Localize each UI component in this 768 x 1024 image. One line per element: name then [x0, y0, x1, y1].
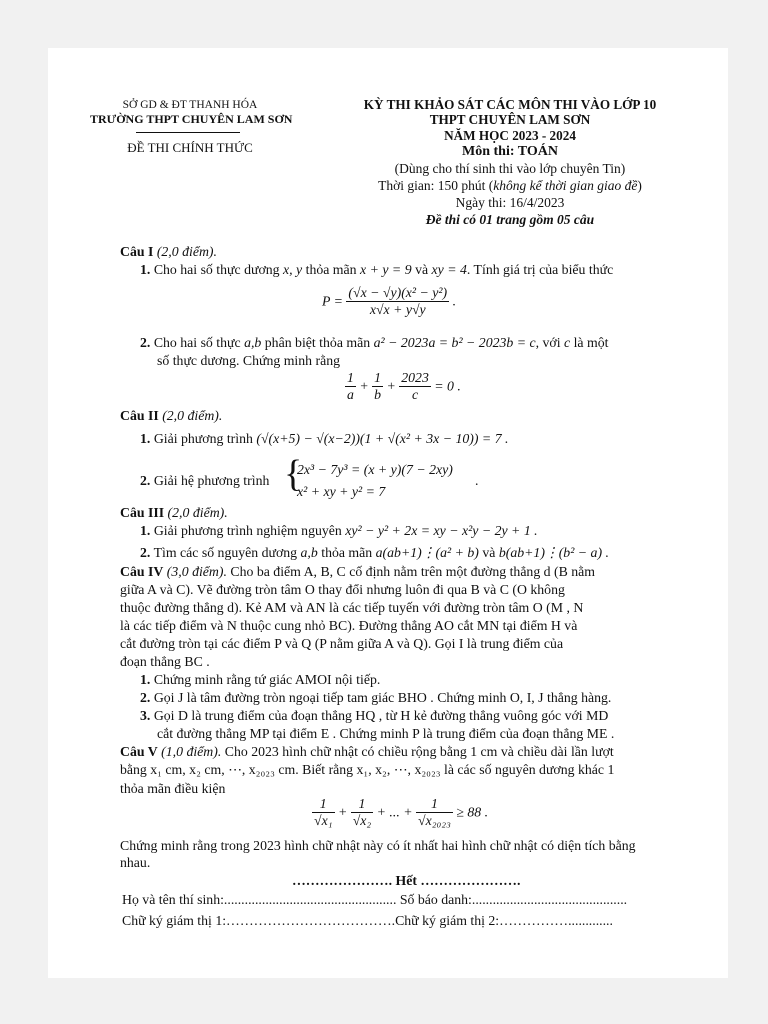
q4-line-3: là các tiếp điểm và N thuộc cung nhỏ BC). Đường thẳng AO cắt MN tại điểm H và [120, 618, 578, 633]
q4-line-2: thuộc đường thẳng d). Kẻ AM và AN là các tiếp tuyến với đường tròn tâm O (M , N [120, 600, 584, 615]
exam-subject: Môn thi: TOÁN [462, 144, 558, 159]
q3-heading: Câu III (2,0 điểm). [120, 505, 228, 520]
exam-date: Ngày thi: 16/4/2023 [455, 195, 565, 210]
q5-conclusion-1: Chứng minh rằng trong 2023 hình chữ nhật này có ít nhất hai hình chữ nhật có diện tích bằng [120, 838, 636, 853]
exam-title: KỲ THI KHẢO SÁT CÁC MÔN THI VÀO LỚP 10 [363, 97, 657, 112]
q2-part2-text: 2. Giải hệ phương trình [140, 473, 270, 488]
q1-part2-line2: số thực dương. Chứng minh rằng [157, 353, 341, 368]
q5-line-1: Câu V (1,0 điểm). Cho 2023 hình chữ nhật có chiều rộng bằng 1 cm và chiều dài lần lượt [120, 744, 614, 759]
school-name: TRƯỜNG THPT CHUYÊN LAM SƠN [90, 112, 293, 126]
q3-part2: 2. Tìm các số nguyên dương a,b thỏa mãn a(ab+1)⋮(a² + b) và b(ab+1)⋮(b² − a) . [140, 545, 609, 560]
q4-item-1: 1. Chứng minh rằng tứ giác AMOI nội tiếp. [140, 672, 381, 687]
q2-heading: Câu II (2,0 điểm). [120, 408, 223, 423]
q2-system-end: . [475, 473, 479, 488]
exam-duration: Thời gian: 150 phút (không kể thời gian giao đề) [378, 178, 642, 193]
q5-inequality: $\frac{1}{\text{√x₁}}$ + $\frac{1}{\text{√x₂}}$ + ... + $\frac{1}{\text{√x₂₀₂₃}}$ ≥ 88 . [314, 796, 489, 828]
q4-line-0: Câu IV (3,0 điểm). Cho ba điểm A, B, C cố định nằm trên một đường thẳng d (B nằm [120, 564, 596, 579]
q1-part1-text: 1. Cho hai số thực dương x, y thỏa mãn x + y = 9 và xy = 4. Tính giá trị của biểu thức [140, 262, 614, 277]
q1-part2-equation: $\frac{1}{a}$ + $\frac{1}{b}$ + $\frac{2023}{c}$ = 0 . [347, 370, 461, 402]
q4-line-4: cắt đường tròn tại các điểm P và Q (P nằm giữa A và Q). Gọi I là trung điểm của [120, 636, 564, 651]
q5-conclusion-2: nhau. [120, 855, 151, 870]
system-brace: { [284, 453, 303, 495]
exam-pages-note: Đề thi có 01 trang gồm 05 câu [425, 212, 595, 227]
q4-item-2: 2. Gọi J là tâm đường tròn ngoại tiếp tam giác BHO . Chứng minh O, I, J thẳng hàng. [140, 690, 612, 705]
exam-school: THPT CHUYÊN LAM SƠN [429, 112, 591, 127]
end-mark: …………………. Hết …………………. [292, 873, 521, 888]
header-underline [136, 132, 240, 133]
q4-item-3: 3. Gọi D là trung điểm của đoạn thẳng HQ , từ H kẻ đường thẳng vuông góc với MD [140, 708, 609, 723]
q4-line-1: giữa A và C). Vẽ đường tròn tâm O thay đổi nhưng luôn đi qua B và C (O không [120, 582, 565, 597]
exam-year: NĂM HỌC 2023 - 2024 [444, 128, 576, 143]
department-label: SỞ GD & ĐT THANH HÓA [122, 99, 258, 111]
q5-line-2: bằng x₁ cm, x₂ cm, ⋯, x₂₀₂₃ cm. Biết rằng x₁, x₂, ⋯, x₂₀₂₃ là các số nguyên dương khác 1 [120, 762, 615, 777]
q1-heading: Câu I (2,0 điểm). [120, 244, 217, 259]
q3-part1: 1. Giải phương trình nghiệm nguyên xy² − y² + 2x = xy − x²y − 2y + 1 . [140, 523, 538, 538]
q2-system-eq2: x² + xy + y² = 7 [297, 484, 386, 499]
exam-audience: (Dùng cho thí sinh thi vào lớp chuyên Tin) [394, 161, 626, 176]
q1-part2-text: 2. Cho hai số thực a,b phân biệt thỏa mãn a² − 2023a = b² − 2023b = c, với c là một [140, 335, 609, 350]
q2-part1: 1. Giải phương trình (√(x+5) − √(x−2))(1 + √(x² + 3x − 10)) = 7 . [140, 431, 509, 446]
candidate-name-field: Họ và tên thí sinh:.................................................. Số báo danh:............................................. [122, 892, 628, 907]
official-exam-label: ĐỀ THI CHÍNH THỨC [127, 140, 253, 155]
invigilator-signatures: Chữ ký giám thị 1:……………………………….Chữ ký giám thị 2:……………............. [122, 913, 613, 928]
q4-line-5: đoạn thẳng BC . [120, 654, 210, 669]
q2-system-eq1: 2x³ − 7y³ = (x + y)(7 − 2xy) [297, 462, 453, 477]
q1-part1-expression: P = $\frac{\text{(√x − √y)(x² − y²)}}{x√x + y√y}$ . [322, 285, 457, 317]
q4-item-3-cont: cắt đường thẳng MP tại điểm E . Chứng minh P là trung điểm của đoạn thẳng ME . [157, 726, 615, 741]
q5-line-3: thỏa mãn điều kiện [120, 781, 226, 796]
